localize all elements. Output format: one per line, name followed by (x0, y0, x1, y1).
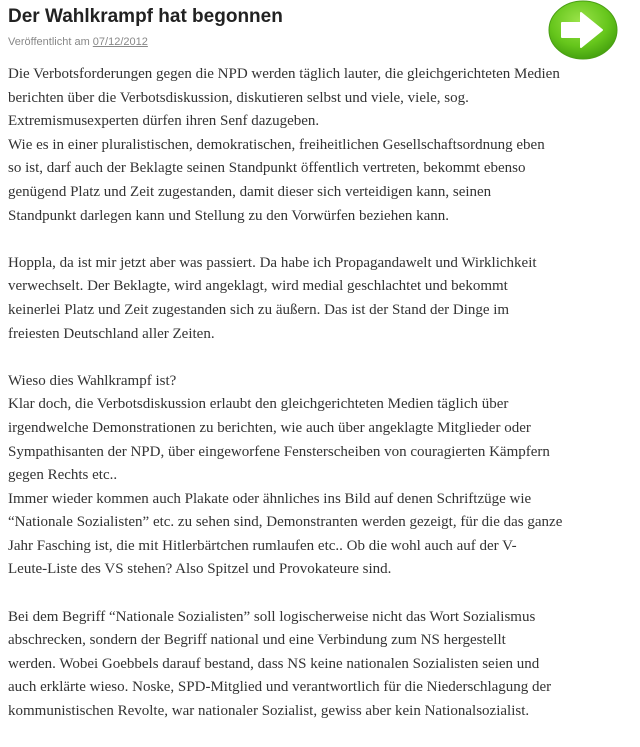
text-line: Hoppla, da ist mir jetzt aber was passiert. Da habe ich Propagandawelt und Wirklichkeit (8, 254, 537, 271)
text-line: verwechselt. Der Beklagte, wird angeklagt, wird medial geschlachtet und bekommt (8, 278, 508, 295)
text-line: genügend Platz und Zeit zugestanden, damit dieser sich verteidigen kann, seinen (8, 183, 492, 200)
paragraph-1 (8, 63, 636, 228)
text-line: Extremismusexperten dürfen ihren Senf dazugeben. (8, 113, 320, 130)
text-line: Leute-Liste des VS stehen? Also Spitzel und Provokateure sind. (8, 561, 392, 578)
text-line: Wieso dies Wahlkrampf ist? (8, 372, 177, 389)
text-line: berichten über die Verbotsdiskussion, diskutieren selbst und viele, viele, sog. (8, 89, 469, 106)
text-line: keinerlei Platz und Zeit zugestanden sich zu äußern. Das ist der Stand der Dinge im (8, 301, 510, 318)
paragraph-2 (8, 252, 636, 346)
post-content (8, 63, 636, 747)
text-line: kommunistischen Revolte, war nationaler Sozialist, gewiss aber kein Nationalsozialist. (8, 703, 530, 720)
text-line: auch erklärte wieso. Noske, SPD-Mitglied und verantwortlich für die Niederschlagung der (8, 679, 552, 696)
text-line: Klar doch, die Verbotsdiskussion erlaubt den gleichgerichteten Medien täglich über (8, 396, 509, 413)
text-line: Bei dem Begriff “Nationale Sozialisten” soll logischerweise nicht das Wort Sozialismus (8, 608, 536, 625)
text-line: gegen Rechts etc.. (8, 467, 118, 484)
text-line: abschrecken, sondern der Begriff national und eine Verbindung zum NS hergestellt (8, 632, 506, 649)
text-line: irgendwelche Demonstrationen zu berichten, wie auch über angeklagte Mitglieder oder (8, 419, 531, 436)
arrow-right-icon (546, 0, 620, 62)
text-line: Sympathisanten der NPD, über eingeworfene Fensterscheiben von couragierten Kämpfern (8, 443, 550, 460)
text-line: freiesten Deutschland aller Zeiten. (8, 325, 215, 342)
post-title: Der Wahlkrampf hat begonnen (8, 6, 283, 27)
text-line: so ist, darf auch der Beklagte seinen Standpunkt öffentlich vertreten, bekommt ebenso (8, 160, 526, 177)
published-date-link[interactable]: 07/12/2012 (92, 36, 148, 48)
next-post-button[interactable] (546, 0, 620, 62)
text-line: “Nationale Sozialisten” etc. zu sehen sind, Demonstranten werden gezeigt, für die das ganze (8, 514, 563, 531)
text-line: Standpunkt darlegen kann und Stellung zu den Vorwürfen beziehen kann. (8, 207, 450, 224)
text-line: Jahr Fasching ist, die mit Hitlerbärtchen rumlaufen etc.. Ob die wohl auch auf der V- (8, 537, 517, 554)
text-line: Wie es in einer pluralistischen, demokratischen, freiheitlichen Gesellschaftsordnung eben (8, 136, 545, 153)
text-line: werden. Wobei Goebbels darauf bestand, dass NS keine nationalen Sozialisten seien und (8, 655, 540, 672)
text-line: Immer wieder kommen auch Plakate oder ähnliches ins Bild auf denen Schriftzüge wie (8, 490, 532, 507)
post-meta (8, 36, 148, 48)
published-label: Veröffentlicht am (8, 36, 93, 48)
paragraph-3 (8, 370, 636, 582)
paragraph-4 (8, 606, 636, 724)
text-line: Die Verbotsforderungen gegen die NPD werden täglich lauter, die gleichgerichteten Medien (8, 66, 560, 82)
